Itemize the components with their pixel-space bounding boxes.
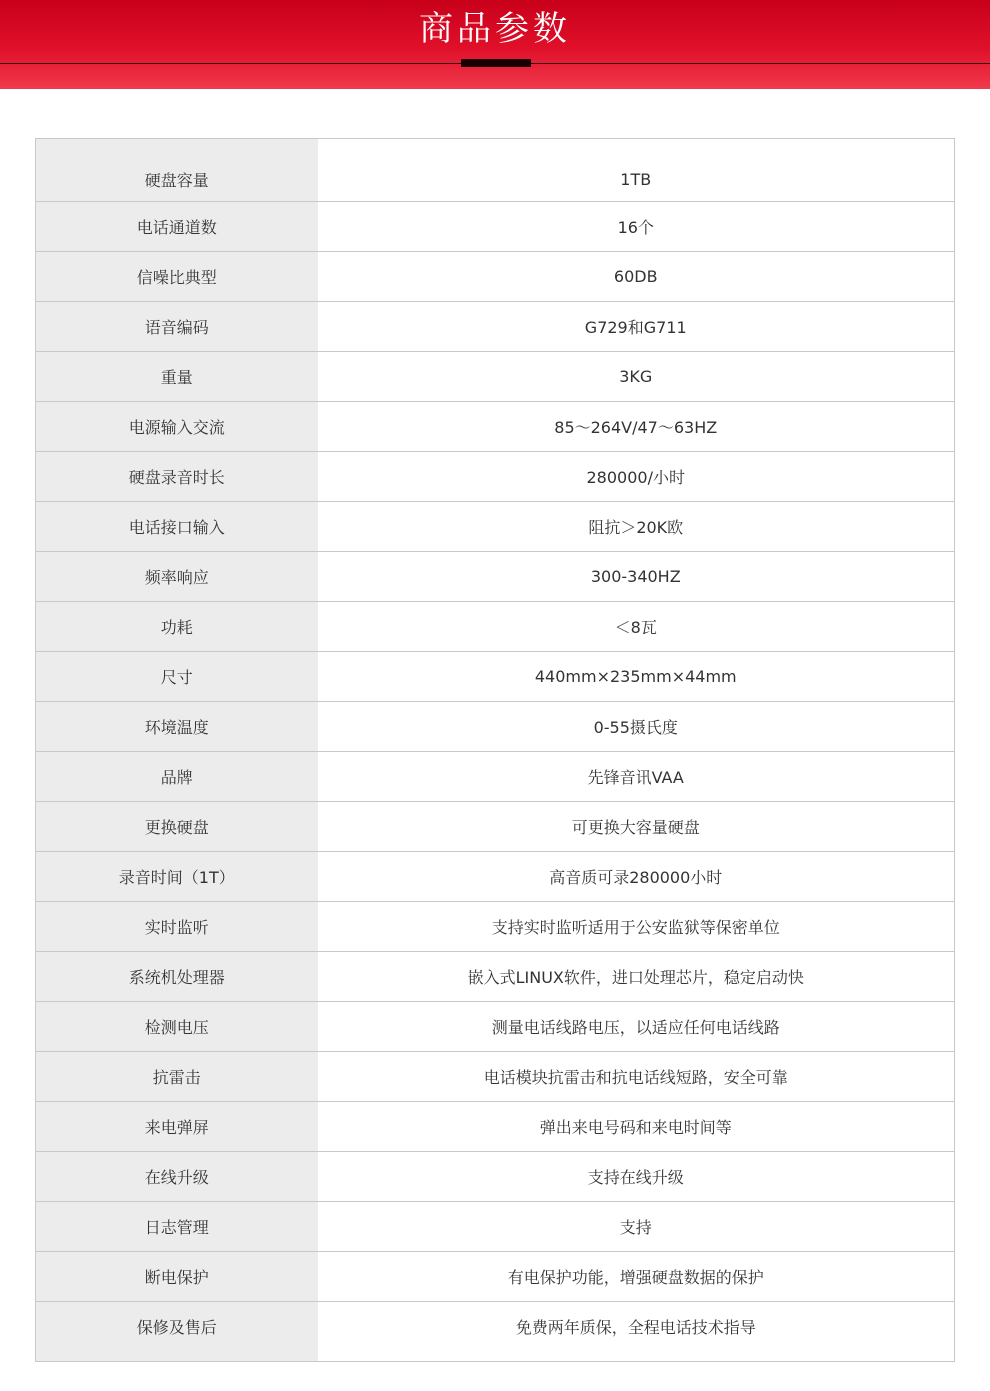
spec-value: 60DB bbox=[318, 252, 955, 302]
spec-label: 录音时间（1T） bbox=[36, 852, 318, 902]
table-row bbox=[36, 952, 955, 1002]
spec-value: 嵌入式LINUX软件，进口处理芯片，稳定启动快 bbox=[318, 952, 955, 1002]
table-row bbox=[36, 702, 955, 752]
spec-label: 保修及售后 bbox=[36, 1302, 318, 1362]
spec-label: 硬盘容量 bbox=[36, 139, 318, 202]
spec-label: 品牌 bbox=[36, 752, 318, 802]
spec-value: 支持实时监听适用于公安监狱等保密单位 bbox=[318, 902, 955, 952]
table-row bbox=[36, 1302, 955, 1362]
page-title: 商品参数 bbox=[419, 9, 571, 49]
spec-value: 300-340HZ bbox=[318, 552, 955, 602]
table-row bbox=[36, 502, 955, 552]
spec-value: 电话模块抗雷击和抗电话线短路，安全可靠 bbox=[318, 1052, 955, 1102]
spec-label: 检测电压 bbox=[36, 1002, 318, 1052]
spec-label: 系统机处理器 bbox=[36, 952, 318, 1002]
title-underline-bar bbox=[461, 59, 531, 67]
table-row bbox=[36, 852, 955, 902]
table-row bbox=[36, 1002, 955, 1052]
spec-label: 频率响应 bbox=[36, 552, 318, 602]
spec-table bbox=[35, 138, 955, 1362]
spec-label: 电话接口输入 bbox=[36, 502, 318, 552]
spec-label: 来电弹屏 bbox=[36, 1102, 318, 1152]
spec-label: 抗雷击 bbox=[36, 1052, 318, 1102]
spec-value: 高音质可录280000小时 bbox=[318, 852, 955, 902]
table-row bbox=[36, 652, 955, 702]
spec-label: 实时监听 bbox=[36, 902, 318, 952]
table-row bbox=[36, 302, 955, 352]
table-row bbox=[36, 1152, 955, 1202]
spec-value: 0-55摄氏度 bbox=[318, 702, 955, 752]
spec-label: 断电保护 bbox=[36, 1252, 318, 1302]
spec-value: 85～264V/47～63HZ bbox=[318, 402, 955, 452]
spec-label: 日志管理 bbox=[36, 1202, 318, 1252]
spec-value: 440mm×235mm×44mm bbox=[318, 652, 955, 702]
spec-label: 环境温度 bbox=[36, 702, 318, 752]
spec-label: 重量 bbox=[36, 352, 318, 402]
spec-value: 3KG bbox=[318, 352, 955, 402]
spec-label: 尺寸 bbox=[36, 652, 318, 702]
table-row bbox=[36, 1252, 955, 1302]
table-row bbox=[36, 902, 955, 952]
header-banner bbox=[0, 0, 990, 89]
spec-label: 电话通道数 bbox=[36, 202, 318, 252]
spec-value: 有电保护功能，增强硬盘数据的保护 bbox=[318, 1252, 955, 1302]
spec-value: 支持在线升级 bbox=[318, 1152, 955, 1202]
spec-label: 更换硬盘 bbox=[36, 802, 318, 852]
spec-label: 信噪比典型 bbox=[36, 252, 318, 302]
spec-label: 在线升级 bbox=[36, 1152, 318, 1202]
table-row bbox=[36, 452, 955, 502]
table-row bbox=[36, 802, 955, 852]
table-row bbox=[36, 552, 955, 602]
table-row bbox=[36, 1102, 955, 1152]
table-row bbox=[36, 1202, 955, 1252]
table-row bbox=[36, 1052, 955, 1102]
spec-value: 先锋音讯VAA bbox=[318, 752, 955, 802]
table-row bbox=[36, 602, 955, 652]
spec-value: ＜8瓦 bbox=[318, 602, 955, 652]
spec-value: 1TB bbox=[318, 139, 955, 202]
table-row bbox=[36, 139, 955, 202]
spec-label: 电源输入交流 bbox=[36, 402, 318, 452]
spec-value: 阻抗＞20K欧 bbox=[318, 502, 955, 552]
spec-value: 弹出来电号码和来电时间等 bbox=[318, 1102, 955, 1152]
table-row bbox=[36, 402, 955, 452]
spec-value: 支持 bbox=[318, 1202, 955, 1252]
spec-value: 16个 bbox=[318, 202, 955, 252]
spec-label: 功耗 bbox=[36, 602, 318, 652]
table-row bbox=[36, 752, 955, 802]
spec-label: 语音编码 bbox=[36, 302, 318, 352]
spec-value: G729和G711 bbox=[318, 302, 955, 352]
spec-value: 测量电话线路电压，以适应任何电话线路 bbox=[318, 1002, 955, 1052]
spec-value: 280000/小时 bbox=[318, 452, 955, 502]
table-row bbox=[36, 352, 955, 402]
spec-value: 免费两年质保，全程电话技术指导 bbox=[318, 1302, 955, 1362]
table-row bbox=[36, 202, 955, 252]
spec-value: 可更换大容量硬盘 bbox=[318, 802, 955, 852]
table-row bbox=[36, 252, 955, 302]
spec-label: 硬盘录音时长 bbox=[36, 452, 318, 502]
